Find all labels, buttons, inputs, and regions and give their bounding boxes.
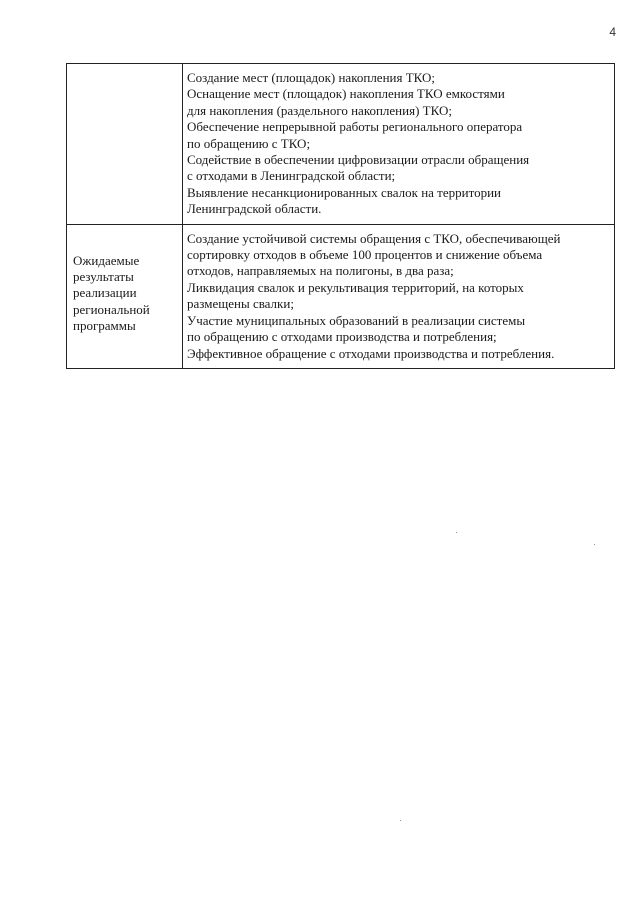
content-line: Ликвидация свалок и рекультивация территорий, на которых (187, 279, 524, 295)
content-line: Выявление несанкционированных свалок на территории (187, 184, 502, 200)
content-line: отходов, направляемых на полигоны, в два раза; (187, 263, 454, 279)
content-line: с отходами в Ленинградской области; (187, 168, 396, 184)
content-line: Содействие в обеспечении цифровизации отрасли обращения (187, 152, 530, 168)
expected-results-content-cell (183, 224, 615, 368)
content-line: Ленинградской области. (187, 201, 322, 217)
content-line: Обеспечение непрерывной работы регионального оператора (187, 119, 523, 135)
content-line: Участие муниципальных образований в реализации системы (187, 312, 526, 328)
content-line: Оснащение мест (площадок) накопления ТКО емкостями (187, 86, 505, 102)
content-line: Эффективное обращение с отходами производства и потребления. (187, 345, 555, 361)
scan-speck (456, 532, 457, 533)
content-line: Создание устойчивой системы обращения с ТКО, обеспечивающей (187, 230, 561, 246)
table-row-tasks (67, 64, 615, 225)
content-line: Создание мест (площадок) накопления ТКО; (187, 70, 436, 85)
label-line: программы (73, 318, 136, 334)
label-line: Ожидаемые (73, 252, 140, 268)
content-line: размещены свалки; (187, 296, 294, 312)
content-line: по обращению с ТКО; (187, 135, 311, 151)
content-line: по обращению с отходами производства и потребления; (187, 329, 497, 345)
label-line: региональной (73, 301, 150, 317)
label-line: результаты (73, 269, 134, 285)
page-number: 4 (609, 25, 616, 39)
row-label-cell-empty (67, 64, 183, 225)
table-row-expected-results (67, 224, 615, 368)
program-table (66, 63, 615, 369)
tasks-content-cell (183, 64, 615, 225)
content-line: для накопления (раздельного накопления) ТКО; (187, 102, 452, 118)
content-line: сортировку отходов в объеме 100 процентов и снижение объема (187, 247, 543, 263)
scan-speck (400, 820, 401, 821)
label-line: реализации (73, 285, 137, 301)
scan-speck (594, 544, 595, 545)
expected-results-label-cell (67, 224, 183, 368)
